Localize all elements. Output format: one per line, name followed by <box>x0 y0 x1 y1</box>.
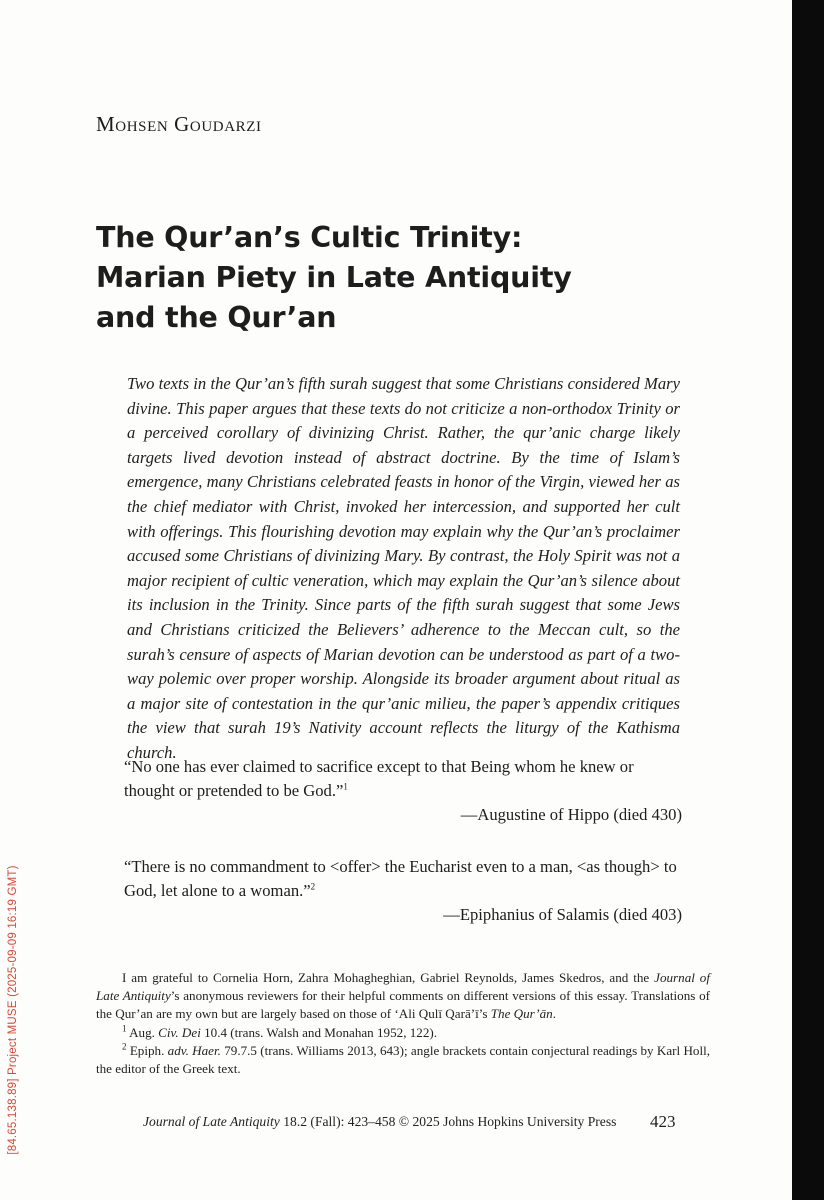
footnote-text: Epiph. <box>129 1042 168 1058</box>
ack-text-1: I am grateful to Cornelia Horn, Zahra Mohagheghian, Gabriel Reynolds, James Skedros, and the <box>122 970 655 985</box>
epigraph-attribution: —Epiphanius of Salamis (died 403) <box>443 905 682 924</box>
title-line-3: and the Qur’an <box>96 301 337 334</box>
epigraph-quote <box>124 755 682 803</box>
footnote-text: Aug. <box>129 1024 159 1040</box>
footnote-work-title: adv. Haer. <box>167 1042 221 1058</box>
running-footer <box>143 1114 616 1130</box>
page-number: 423 <box>650 1112 676 1131</box>
ack-text-2: ’s anonymous reviewers for their helpful comments on different versions of this essay. Translations of the Qur’an are my own but are largely based on those of ‘Ali Qulī Qarā’ī’s <box>96 988 710 1022</box>
footnote-1 <box>96 1024 710 1042</box>
epigraph-quote-text: “No one has ever claimed to sacrifice except to that Being whom he knew or thought or pretended to be God.” <box>124 757 634 800</box>
access-stamp <box>0 0 26 1200</box>
access-stamp-text: [84.65.138.89] Project MUSE (2025-09-09 16:19 GMT) <box>7 865 19 1155</box>
acknowledgement-note <box>96 969 710 1024</box>
footnote-work-title: Civ. Dei <box>158 1024 201 1040</box>
title-line-1: The Qur’an’s Cultic Trinity: <box>96 221 523 254</box>
ack-journal-title: Journal of Late Antiquity <box>96 970 710 1004</box>
footer-journal-title: Journal of Late Antiquity <box>143 1114 280 1129</box>
footnote-ref[interactable]: 1 <box>343 781 348 792</box>
footnote-number: 1 <box>122 1023 127 1034</box>
footnote-2 <box>96 1042 710 1078</box>
footer-details: 18.2 (Fall): 423–458 © 2025 Johns Hopkins University Press <box>279 1114 617 1129</box>
epigraph-attribution: —Augustine of Hippo (died 430) <box>460 805 682 824</box>
epigraph-quote-text: “There is no commandment to <offer> the Eucharist even to a man, <as though> to God, let alone to a woman.” <box>124 857 677 900</box>
epigraph-epiphanius <box>124 855 682 927</box>
footnote-ref[interactable]: 2 <box>310 881 316 892</box>
footnote-text: 79.7.5 (trans. Williams 2013, 643); angle brackets contain conjectural readings by Karl Holl, the editor of the Greek text. <box>96 1042 710 1077</box>
author-name: Mohsen Goudarzi <box>96 112 262 136</box>
ack-text-3: . <box>552 1006 556 1022</box>
footnotes <box>96 969 710 1078</box>
title-line-2: Marian Piety in Late Antiquity <box>96 261 572 294</box>
epigraph-augustine <box>124 755 682 827</box>
article-title <box>96 218 656 338</box>
epigraph-quote <box>124 855 682 903</box>
footnote-text: 10.4 (trans. Walsh and Monahan 1952, 122). <box>200 1024 438 1040</box>
footnote-number: 2 <box>122 1041 127 1052</box>
ack-book-title: The Qur’ān <box>490 1006 553 1022</box>
abstract: Two texts in the Qur’an’s fifth surah suggest that some Christians considered Mary divine. This paper argues that these texts do not criticize a non-orthodox Trinity or a perceived corollary of divinizing Christ. Rather, the qur’anic charge likely targets lived devotion instead of abstract doctrine. By the time of Islam’s emergence, many Christians celebrated feasts in honor of the Virgin, viewed her as the chief mediator with Christ, invoked her intercession, and supported her cult with offerings. This flourishing devotion may explain why the Qur’an’s proclaimer accused some Christians of divinizing Mary. By contrast, the Holy Spirit was not a major recipient of cultic veneration, which may explain the Qur’an’s silence about its inclusion in the Trinity. Since parts of the fifth surah suggest that some Jews and Christians criticized the Believers’ adherence to the Meccan cult, so the surah’s censure of aspects of Marian devotion can be understood as part of a two-way polemic over proper worship. Alongside its broader argument about ritual as a major site of contestation in the qur’anic milieu, the paper’s appendix critiques the view that surah 19’s Nativity account reflects the liturgy of the Kathisma church. <box>127 374 680 762</box>
